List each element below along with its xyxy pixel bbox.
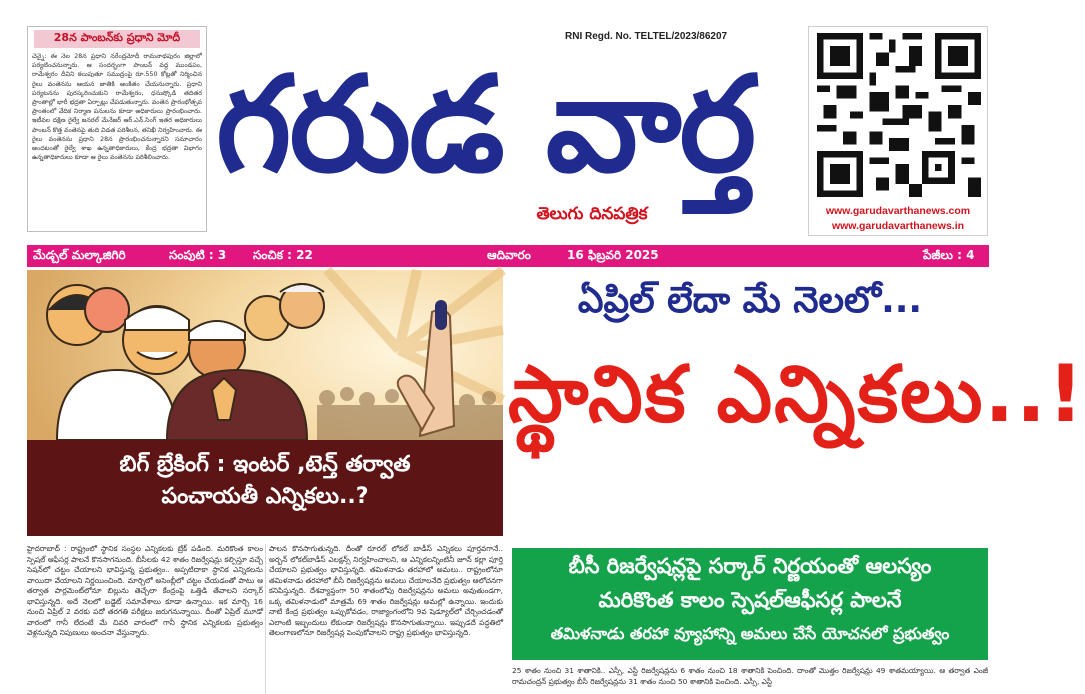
- qr-box: [808, 26, 988, 236]
- brief-text: చెన్నై: ఈ నెల 28న ప్రధాని నరేంద్రమోదీ రామనాథపురం జిల్లాలో పర్యటించనున్నారు. ఆ సందర్భంగా పాంబన్ వద్ద ముండపం, రామేశ్వరం దీవిని కలుపుతూ సముద్రంపై రూ.550 కోట్లతో నిర్మించిన రైలు వంతెనను ఆయన జాతికి అంకితం చేయనున్నారు. ప్రధాని పర్యటనను పురస్కరించుకుని రామేశ్వరం, ధనుష్కోడి తదితర ప్రాంతాల్లో భారీ భద్రతా ఏర్పాట్లు చేపడుతున్నారు. వంతెన ప్రారంభోత్సవ ప్రాంతంలో వేదిక నిర్మాణ పనులను కూడా అధికారులు ప్రారంభించారు. ఇటీవల దక్షిణ రైల్వే జనరల్ మేనేజర్ ఆర్.ఎన్.సింగ్ ఇతర అధికారులు పాంబన్ కొత్త వంతెనపై తుది విడత పరిశీలన, తనిఖీ నిర్వహించారు. ఈ రైలు వంతెనను ప్రధాని 28న ప్రారంభించనున్నారని సమాచారం అందటంతో రైల్వే శాఖ ఉన్నతాధికారులు, కేంద్ర భద్రతా విభాగం ఉన్నతాధికారులు కూడా ఆ రైలు వంతెనను పరిశీలించారు.: [32, 53, 202, 162]
- subheadline-line3: తమిళనాడు తరహా వ్యూహాన్ని అమలు చేసే యోచనలో ప్రభుత్వం: [550, 624, 950, 643]
- issue-number: సంచిక : 22: [253, 248, 313, 262]
- newspaper-tagline: తెలుగు దినపత్రిక: [536, 204, 648, 224]
- date-strip: [27, 245, 989, 267]
- qr-code-icon: [817, 33, 981, 197]
- rni-number: RNI Regd. No. TELTEL/2023/86207: [565, 31, 728, 42]
- headline-kicker: ఏప్రిల్ లేదా మే నెలలో...: [577, 280, 923, 321]
- brief-box: [27, 26, 207, 232]
- page-count: పేజీలు : 4: [923, 248, 975, 262]
- edition-place: మేడ్చల్ మల్కాజిగిరి: [33, 248, 126, 262]
- subheadline-line2: మరికొంత కాలం స్పెషల్‌ఆఫీసర్ల పాలనే: [598, 588, 902, 612]
- newspaper-title: గరుడ వార్త: [216, 48, 755, 202]
- subheadline-line1: బీసీ రిజర్వేషన్లపై సర్కార్ నిర్ణయంతో ఆలస్యం: [568, 554, 932, 578]
- edition-day: ఆదివారం: [487, 248, 531, 262]
- brief-title: 28న పాంబన్‌కు ప్రధాని మోదీ: [34, 30, 200, 48]
- article-column-2: పాలన కొనసాగుతున్నది. దీంతో రూరల్ లోకల్ బాడీస్ ఎన్నికలు పూర్తవగానే.. అర్బన్ లోకల్‌బాడీస్ ఎలక్షన్స్ నిర్వహించాలని, ఆ ఎన్నికలన్నింటినీ జూన్ కల్లా పూర్తి చేయాలని ప్రభుత్వం భావిస్తున్నది. తమిళనాడు తరహాలో అమలు.. రాష్ట్రంలోనూ తమిళనాడు తరహాలో బీసీ రిజర్వేషన్లను అమలు చేయాలనేది ప్రభుత్వం ఆలోచనగా కనిపిస్తున్నది. దేశవ్యాప్తంగా 50 శాతంలోపు రిజర్వేషన్లను అమలు అవుతుండగా, ఒక్క తమిళనాడులో మాత్రమే 69 శాతం రిజర్వేషన్లు అమల్లో ఉన్నాయి. ఇందుకు నాటి కేంద్ర ప్రభుత్వం ఒప్పుకోవడం, రాజ్యాంగంలోని 9వ షెడ్యూల్‌లో చేర్చించడంతో ఎలాంటి ఇబ్బందులు లేకుండా రిజర్వేషన్లు కొనసాగుతున్నాయి. ఇప్పుడదే పద్ధతిలో తెలంగాణలోనూ రిజర్వేషన్ల పెంపుకోవాలని రాష్ట్ర ప్రభుత్వం భావిస్తున్నది.: [269, 544, 503, 637]
- column-divider: [265, 544, 266, 694]
- website-link-alt[interactable]: www.garudavarthanews.in: [831, 220, 965, 232]
- article-column-1: హైదరాబాద్ : రాష్ట్రంలో స్థానిక సంస్థల ఎన్నికలకు బ్రేక్ పడింది. మరికొంత కాలం స్పెషల్ ఆఫీసర్ల పాలనే కొనసాగనుంది. బీసీలకు 42 శాతం రిజర్వేషన్లు కల్పిస్తూ వచ్చే సెషన్‌లో చట్టం చేయాలని భావిస్తున్న ప్రభుత్వం.. అప్పటిదాకా స్థానిక ఎన్నికలను వాయిదా వేయాలని నిర్ణయించింది. మార్చిలో అసెంబ్లీలో చట్టం చేయడంతో పాటు ఆ తర్వాత పార్లమెంట్‌లోనూ బిల్లును తెచ్చేలా కేంద్రంపై ఒత్తిడి తేవాలని సర్కార్ భావిస్తున్నది. అదే నెలలో బడ్జెట్ సమావేశాలు కూడా ఉన్నాయి. ఇక మార్చి 16 నుంచి ఏప్రిల్ 2 వరకు పదో తరగతి పరీక్షలు జరుగనున్నాయి. దీంతో ఏప్రిల్ మూడో వారంలో గానీ లేదంటే మే చివరి వారంలో గానీ స్థానిక ఎన్నికలకు ప్రభుత్వం వెళ్లనున్నది నిపుణులు అంచనా వేస్తున్నారు.: [27, 544, 263, 637]
- photo-caption-line2: పంచాయతీ ఎన్నికలు..?: [161, 484, 369, 509]
- cartoon-image: [27, 270, 503, 536]
- volume-number: సంపుటి : 3: [169, 248, 227, 262]
- main-headline: స్థానిక ఎన్నికలు..!: [508, 350, 1085, 440]
- article-column-3: 25 శాతం నుంచి 31 శాతానికి.. ఎస్సీ, ఎస్టీ రిజర్వేషన్లను 6 శాతం నుంచి 18 శాతానికి పెంచింది. దాంతో మొత్తం రిజర్వేషన్లు 49 శాతమయ్యాయి. ఆ తర్వాత ఎంజీ రామచంద్రన్ ప్రభుత్వం బీసీ రిజర్వేషన్లను 31 శాతం నుంచి 50 శాతానికి పెంచింది. ఎస్సీ, ఎస్టీ: [512, 666, 988, 686]
- edition-date: 16 ఫిబ్రవరి 2025: [567, 248, 659, 262]
- website-link[interactable]: www.garudavarthanews.com: [825, 205, 971, 217]
- subheadline-box: [512, 548, 988, 660]
- photo-caption-line1: బిగ్ బ్రేకింగ్ : ఇంటర్ ,టెన్త్ తర్వాత: [119, 452, 411, 477]
